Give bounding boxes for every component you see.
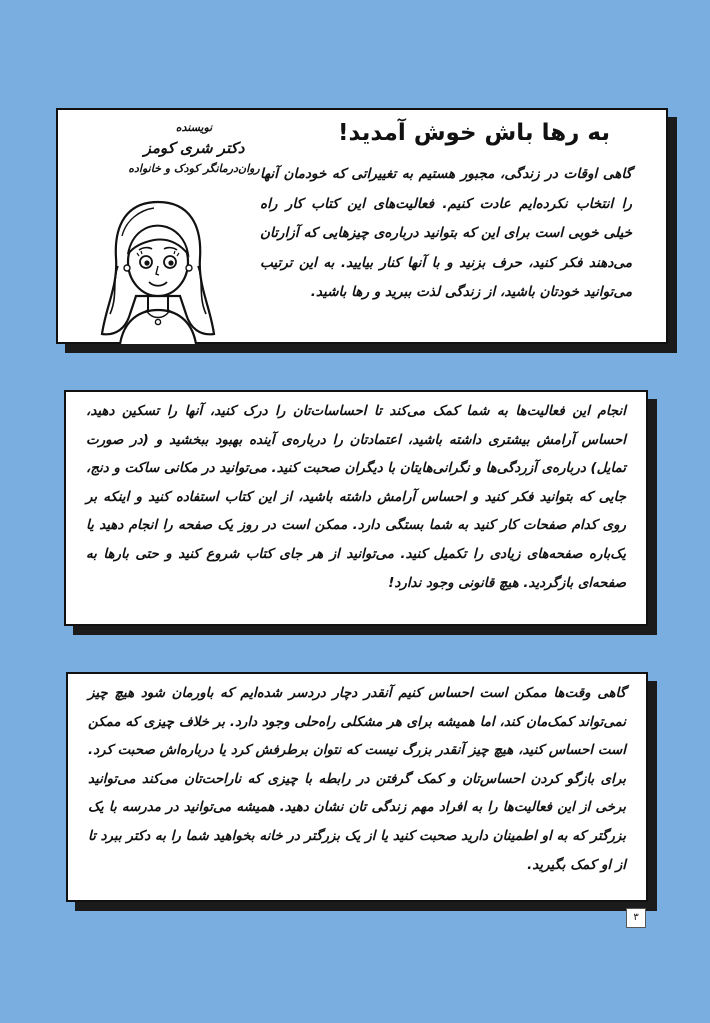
welcome-panel [56, 108, 668, 344]
author-name: دکتر شری کومز [143, 139, 245, 157]
activities-panel [64, 390, 648, 626]
support-panel [66, 672, 648, 902]
page-number: ۳ [626, 908, 646, 928]
page-title: به رها باش خوش آمدید! [337, 120, 610, 146]
author-role: نویسنده [175, 121, 213, 134]
author-portrait-illustration [96, 196, 220, 344]
welcome-paragraph: گاهی اوقات در زندگی، مجبور هستیم به تغییراتی که خودمان آنها را انتخاب نکرده‌ایم عادت کنیم. فعالیت‌های این کتاب کار راه خیلی خوبی است برای این که بتوانید درباره‌ی چیزهایی که آزارتان می‌دهند فکر کنید، حرف بزنید و با آنها کنار بیایید. به این ترتیب می‌توانید خودتان باشید، از زندگی لذت ببرید و رها باشید. [260, 166, 632, 300]
author-credit [94, 120, 294, 178]
author-title: روان‌درمانگر کودک و خانواده [128, 162, 260, 175]
activities-paragraph: انجام این فعالیت‌ها به شما کمک می‌کند تا احساسات‌تان را درک کنید، آنها را تسکین دهید، احساس آرامش بیشتری داشته باشید، اعتمادتان را درباره‌ی آینده بهبود ببخشید و (در صورت تمایل) درباره‌ی آزردگی‌ها و نگرانی‌هایتان با دیگران صحبت کنید. می‌توانید در مکانی ساکت و دنج، جایی که بتوانید فکر کنید و احساس آرامش داشته باشید، از این کتاب استفاده کنید و اینکه بر روی کدام صفحات کار کنید به شما بستگی دارد. ممکن است در روز یک صفحه را انجام دهید یا یک‌باره صفحه‌های زیادی را تکمیل کنید. می‌توانید از هر جای کتاب شروع کنید و حتی بارها به صفحه‌ای بازگردید. هیچ قانونی وجود ندارد! [86, 404, 626, 591]
support-paragraph: گاهی وقت‌ها ممکن است احساس کنیم آنقدر دچار دردسر شده‌ایم که باورمان شود هیچ چیز نمی‌تواند کمک‌مان کند، اما همیشه برای هر مشکلی راه‌حلی وجود دارد. بر خلاف چیزی که ممکن است احساس کنید، هیچ چیز آنقدر بزرگ نیست که نتوان برطرفش کرد یا درباره‌اش صحبت کرد. برای بازگو کردن احساس‌تان و کمک گرفتن در رابطه با چیزی که ناراحت‌تان می‌کند می‌توانید برخی از این فعالیت‌ها را به افراد مهم زندگی تان نشان دهید. همیشه می‌توانید در مدرسه با یک بزرگتر که به او اطمینان دارید صحبت کنید یا از یک بزرگتر در خانه بخواهید شما را به دکتر ببرد تا از او کمک بگیرید. [88, 686, 626, 873]
